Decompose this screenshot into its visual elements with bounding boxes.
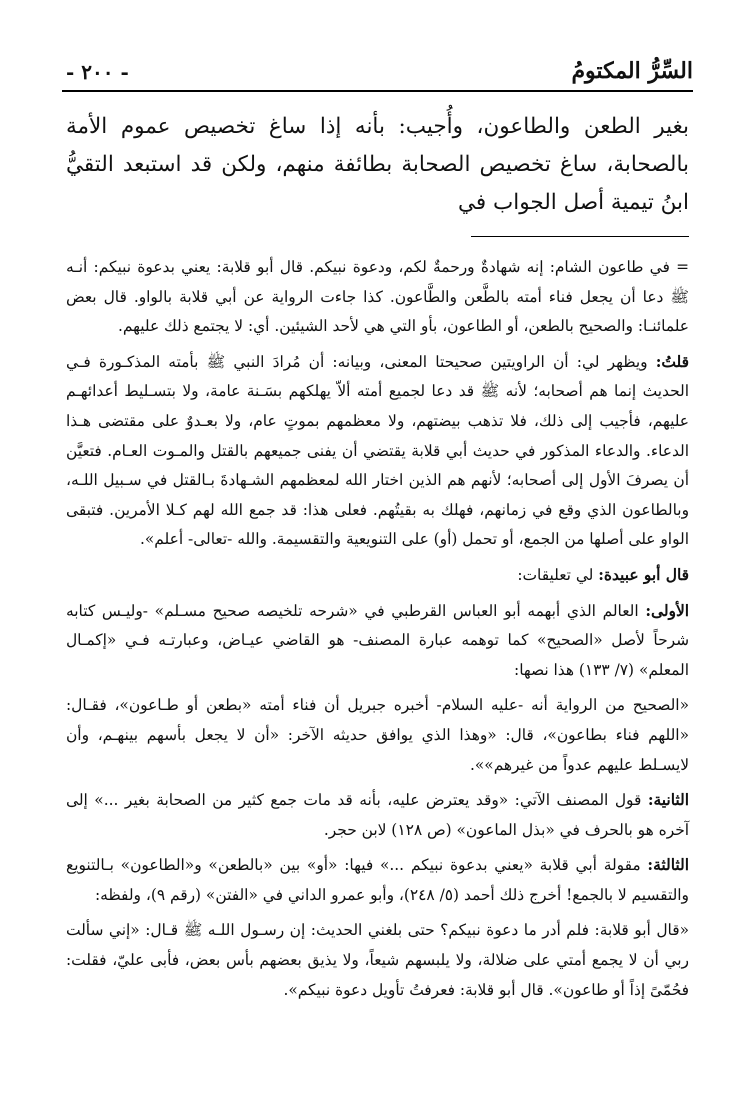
page-number: - ٢٠٠ -	[66, 60, 129, 84]
footnote-separator	[471, 236, 689, 237]
main-text	[66, 108, 689, 222]
footnote-continuation: = في طاعون الشام: إنه شهادةٌ ورحمةٌ لكم، ودعوة نبيكم. قال أبو قلابة: يعني بدعوة نبيكم: أنـه ﷺ دعا أن يجعل فناء أمته بالطَّعن والطَّاعون. كذا جاءت الرواية عن أبي قلابة بالواو. قال بعض علمائنـا: والصحيح بالطعن، أو الطاعون، بأو التي هي لأحد الشيئين. أي: لا يجتمع ذلك عليهم.	[66, 258, 689, 336]
book-title: السِّرُّ المكتومُ	[571, 58, 693, 84]
footnote-lead: الثالثة:	[647, 856, 689, 875]
footnote-paragraph: الثالثة: مقولة أبي قلابة «يعني بدعوة نبيكم ...» فيها: «أو» بين «بالطعن» و«الطاعون» بـالتنويع والتقسيم لا بالجمع! أخرج ذلك أحمد (٥/ ٢٤٨)، وأبو عمرو الداني في «الفتن» (رقم ٩)، ولفظه:	[66, 856, 689, 904]
footnote-paragraph: قلتُ: ويظهر لي: أن الراويتين صحيحتا المعنى، وبيانه: أن مُرادَ النبي ﷺ بأمته المذكـورة فـي الحديث إنما هم أصحابه؛ لأنه ﷺ قد دعا لجميع أمته ألاّ يهلكهم بسَـنة عامة، ولا بتسـليط أعدائهـم عليهم، فأجيب إلى ذلك، فلا تذهب بيضتهم، ولا معظمهم بموتٍ عام، ولا بعـدوٌ على مقتضى هـذا الدعاء. والدعاء المذكور في حديث أبي قلابة يقتضي أن يفنى جميعهم بالقتل والمـوت العـام. فتعيَّن أن يصرفَ الأول إلى أصحابه؛ لأنهم هم الذين اختار الله لمعظمهم الشـهادةَ بـالقتل في سـبيل اللـه، وبالطاعون الذي وقع في زمانهم، فهلك به بقيتُهم. فعلى هذا: قد جمع الله لهم كـلا الأمرين. فتبقى الواو على أصلها من الجمع، أو تحمل (أو) على التنويعية والتقسيمة. والله -تعالى- أعلم».	[66, 352, 689, 549]
footnotes	[66, 253, 689, 1005]
footnote-lead: الأولى:	[645, 601, 689, 620]
footnote-lead: الثانية:	[647, 791, 689, 810]
main-paragraph: بغير الطعن والطاعون، وأُجيب: بأنه إذا ساغ تخصيص عموم الأمة بالصحابة، ساغ تخصيص الصحابة بطائفة منهم، ولكن قد استبعد التقيُّ ابنُ تيمية أصل الجواب في	[66, 114, 689, 215]
footnote-paragraph: الأولى: العالم الذي أبهمه أبو العباس القرطبي في «شرحه تلخيصه صحيح مسـلم» -وليـس كتابه شرحاً لأصل «الصحيح» كما توهمه عبارة المصنف- هو القاضي عيـاض، وعبارتـه فـي «إكمـال المعلم» (٧/ ١٣٣) هذا نصها:	[66, 601, 689, 679]
footnote-paragraph: قال أبو عبيدة: لي تعليقات:	[517, 565, 689, 584]
footnote-quote: «قال أبو قلابة: فلم أدر ما دعوة نبيكم؟ حتى بلغني الحديث: إن رسـول اللـه ﷺ قـال: «إني سألت ربي أن لا يجمع أمتي على ضلالة، ولا يلبسهم شيعاً، ولا يذيق بعضهم بأس بعض، فأبى عليّ، فقلت: فحُمّىً إذاً أو طاعون». قال أبو قلابة: فعرفتُ تأويل دعوة نبيكم».	[66, 921, 689, 999]
footnote-lead: قلتُ:	[655, 352, 689, 371]
footnote-quote: «الصحيح من الرواية أنه -عليه السلام- أخبره جبريل أن فناء أمته «بطعن أو طـاعون»، فقـال: «اللهم فناء بطاعون»، قال: «وهذا الذي يوافق حديثه الآخر: «أن لا يجعل بأسهم بينهـم، وأن لايسـلط عليهم عدواً من غيرهم»».	[66, 696, 689, 774]
running-header	[62, 56, 693, 92]
header-rule	[62, 90, 693, 92]
footnote-paragraph: الثانية: قول المصنف الآتي: «وقد يعترض عليه، بأنه قد مات جمع كثير من الصحابة بغير ...» إلى آخره هو بالحرف في «بذل الماعون» (ص ١٢٨) لابن حجر.	[66, 791, 689, 839]
footnote-lead: قال أبو عبيدة:	[598, 565, 689, 584]
